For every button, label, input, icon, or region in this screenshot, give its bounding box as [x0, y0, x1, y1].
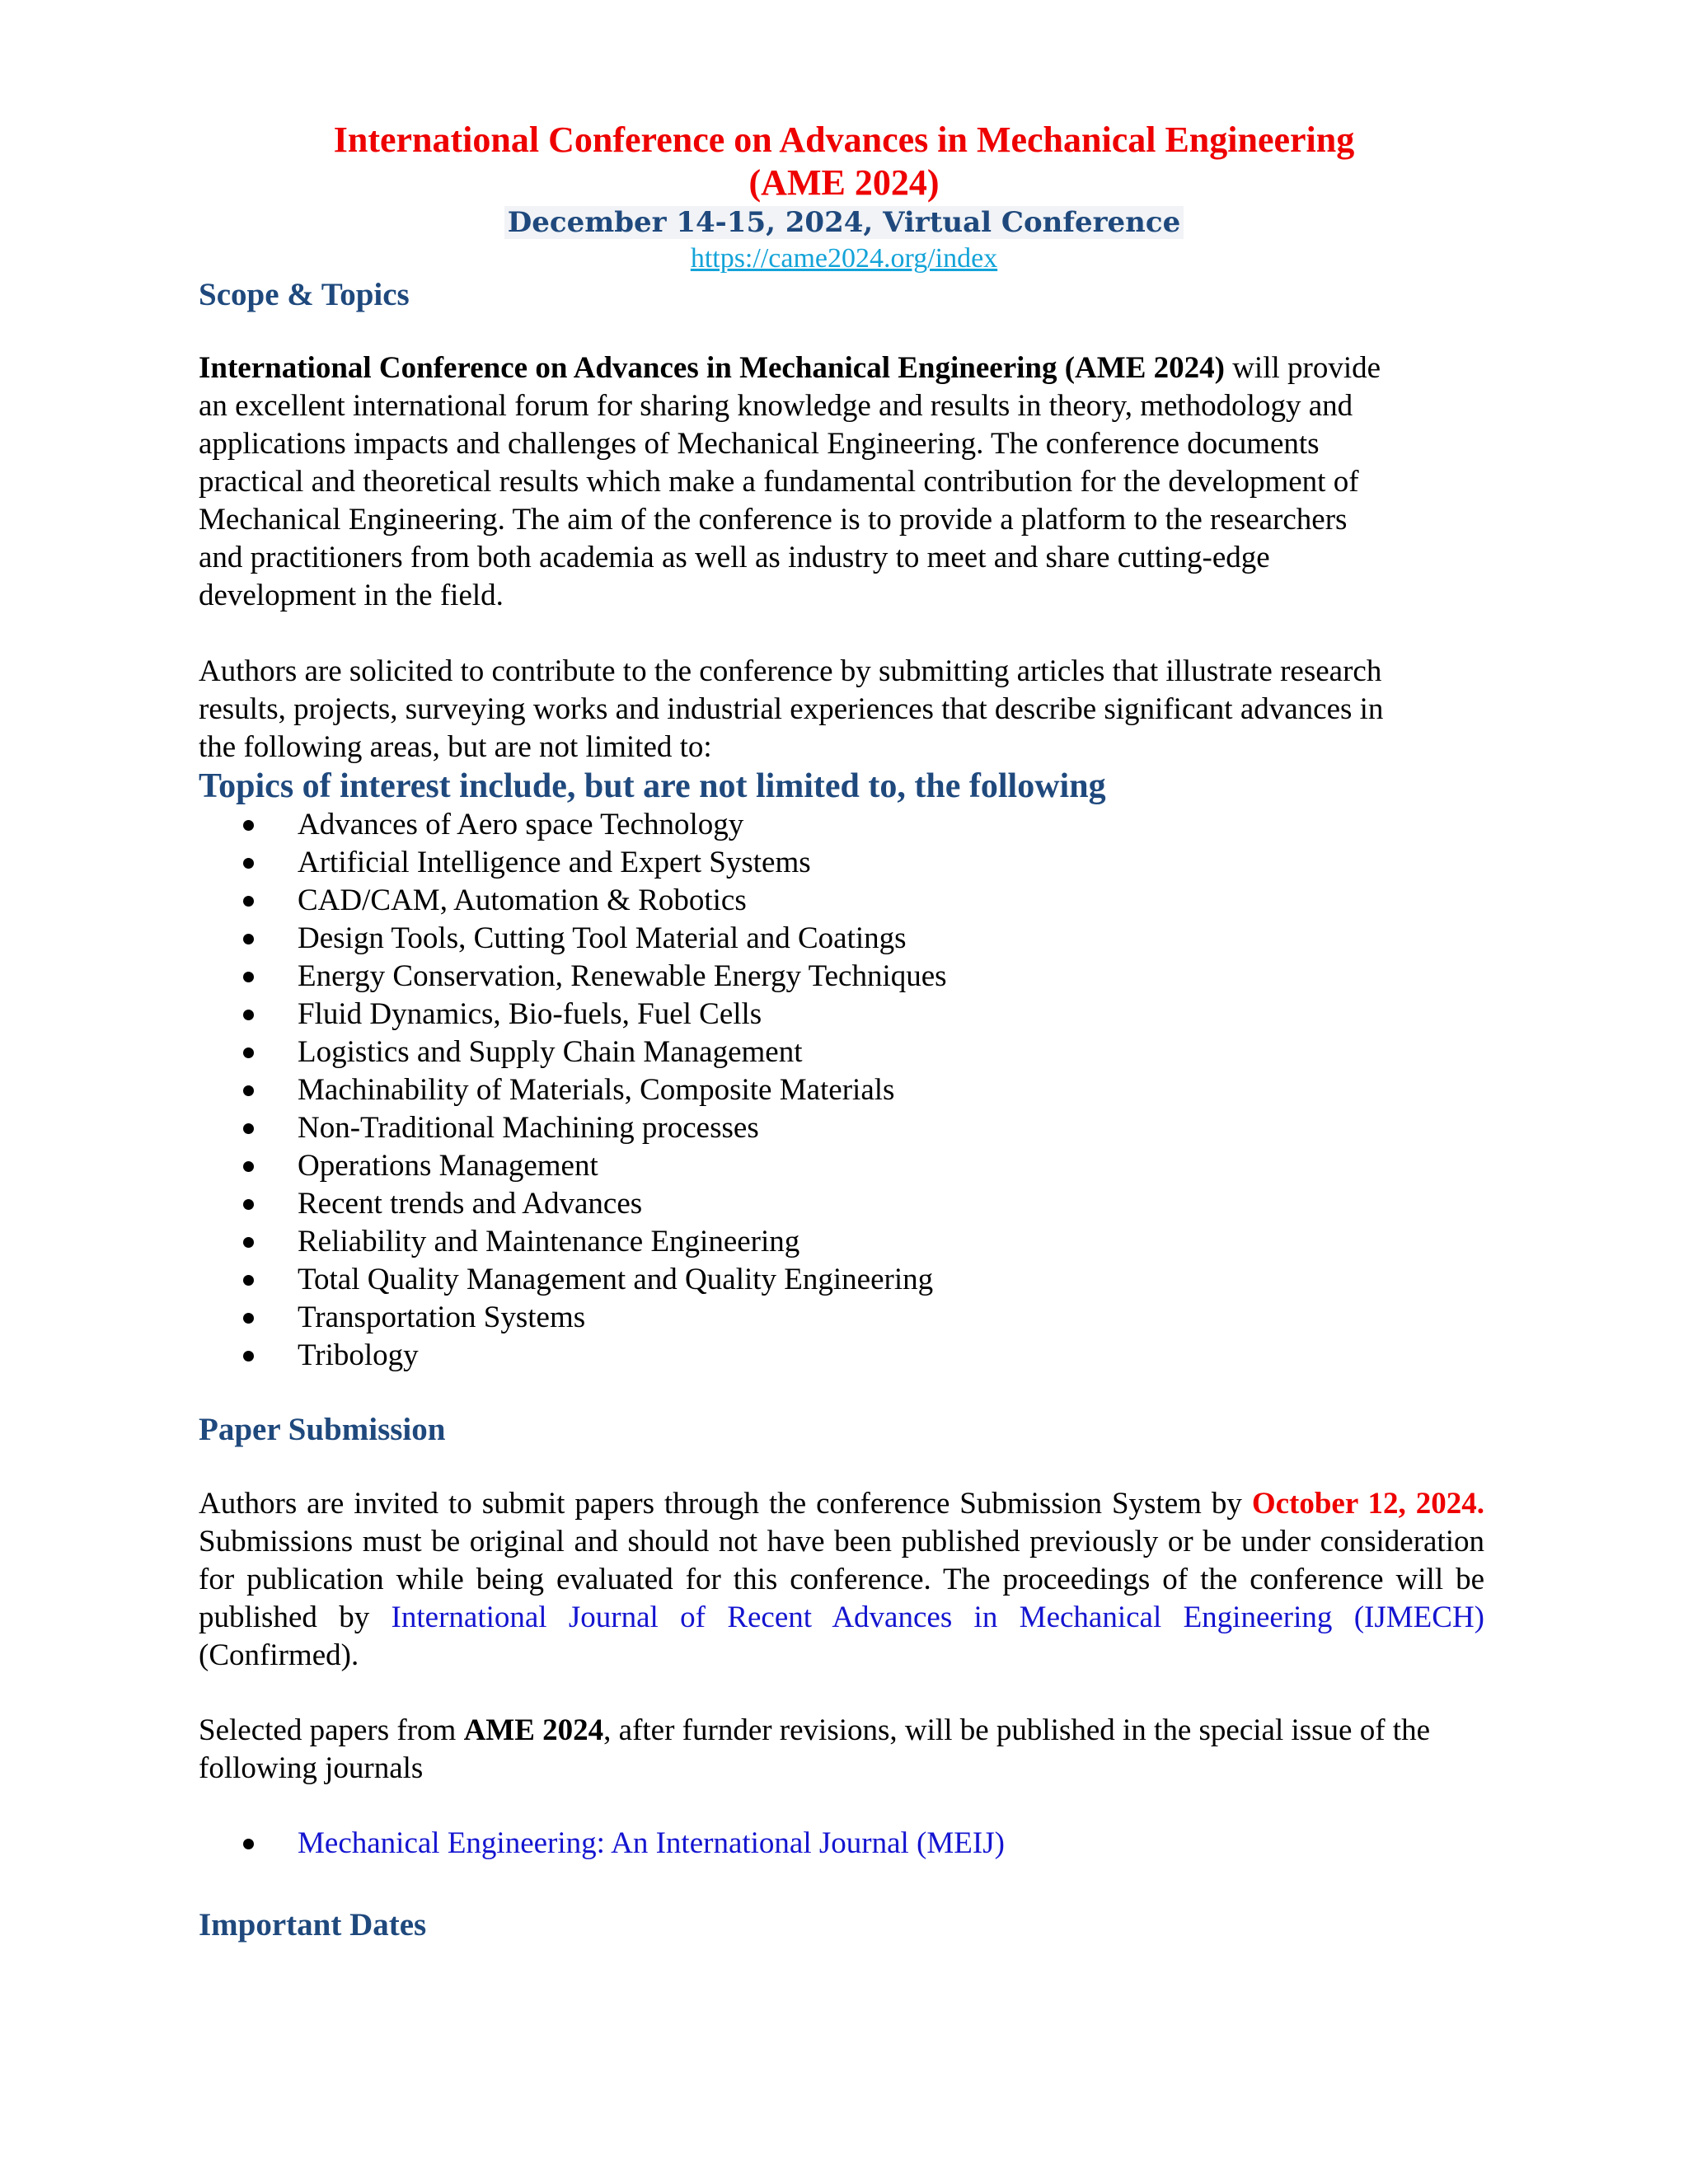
- topic-item: [199, 958, 1353, 996]
- scope-p2-line-2: results, projects, surveying works and industrial experiences that describe significant advances in: [199, 692, 1384, 726]
- topic-item: [199, 1185, 1353, 1223]
- bullet-icon: [243, 1199, 254, 1210]
- topics-heading: Topics of interest include, but are not limited to, the following: [199, 767, 1106, 805]
- topic-item-label: Tribology: [298, 1338, 419, 1372]
- bullet-icon: [243, 1047, 254, 1058]
- submission-heading: Paper Submission: [199, 1412, 446, 1447]
- proceedings-journal-link[interactable]: International Journal of Recent Advances in Mechanical Engineering (IJMECH): [391, 1601, 1484, 1634]
- conference-url-link[interactable]: https://came2024.org/index: [690, 243, 998, 274]
- submission-paragraph-2: [199, 1712, 1484, 1788]
- scope-p2-line-1: Authors are solicited to contribute to the conference by submitting articles that illustrate research: [199, 654, 1382, 688]
- topic-item: [199, 882, 1353, 920]
- bullet-icon: [243, 1123, 254, 1134]
- topic-item-label: Design Tools, Cutting Tool Material and Coatings: [298, 921, 907, 955]
- topic-item-label: Machinability of Materials, Composite Materials: [298, 1073, 895, 1107]
- topics-list-container: [199, 806, 1353, 1375]
- scope-p1-line-4: practical and theoretical results which make a fundamental contribution for the development of: [199, 465, 1359, 499]
- submission-p2-bold: AME 2024: [463, 1713, 604, 1747]
- journals-list: [199, 1825, 1353, 1863]
- scope-p1-line-2: an excellent international forum for sharing knowledge and results in theory, methodology and: [199, 389, 1353, 423]
- topic-item: [199, 1033, 1353, 1071]
- topic-item-label: CAD/CAM, Automation & Robotics: [298, 883, 747, 917]
- scope-paragraph-1: [199, 349, 1484, 615]
- scope-paragraph-2: [199, 653, 1484, 766]
- submission-p2-text-2: , after furnder revisions, will be published in the special issue of the following journals: [199, 1713, 1431, 1785]
- submission-deadline: October 12,: [1251, 1487, 1406, 1521]
- scope-p1-line-3: applications impacts and challenges of Mechanical Engineering. The conference documents: [199, 427, 1320, 461]
- topic-item-label: Operations Management: [298, 1149, 598, 1183]
- bullet-icon: [243, 1085, 254, 1096]
- topic-item-label: Transportation Systems: [298, 1301, 586, 1334]
- conference-acronym: (AME 2024): [748, 162, 940, 203]
- bullet-icon: [243, 1839, 254, 1849]
- bullet-icon: [243, 896, 254, 907]
- topic-item: [199, 1147, 1353, 1185]
- conference-title: International Conference on Advances in Mechanical Engineering: [333, 120, 1355, 160]
- topic-item: [199, 996, 1353, 1033]
- scope-p1-line-6: and practitioners from both academia as well as industry to meet and share cutting-edge: [199, 541, 1270, 574]
- topic-item: [199, 1223, 1353, 1261]
- submission-p1-text: Authors are invited to submit papers through the conference Submission System by: [199, 1487, 1252, 1521]
- submission-p1-text-2: Submissions must be original and should not have been published previously or be under consideration for publication while being evaluated for this conference. The proceedings of the conference will be published by: [199, 1525, 1484, 1634]
- topic-item-label: Total Quality Management and Quality Engineering: [298, 1263, 934, 1296]
- bullet-icon: [243, 972, 254, 982]
- scope-p2-line-3: the following areas, but are not limited to:: [199, 730, 712, 764]
- bullet-icon: [243, 1010, 254, 1020]
- bullet-icon: [243, 1275, 254, 1286]
- conference-dates-venue: [0, 206, 1688, 239]
- bullet-icon: [243, 858, 254, 869]
- scope-p1-line-5: Mechanical Engineering. The aim of the conference is to provide a platform to the researchers: [199, 503, 1348, 537]
- topic-item: [199, 1109, 1353, 1147]
- submission-paragraph-1: [199, 1485, 1484, 1675]
- submission-deadline-year: 2024.: [1415, 1487, 1485, 1521]
- topic-item: [199, 920, 1353, 958]
- topic-item-label: Recent trends and Advances: [298, 1187, 643, 1221]
- topic-item: [199, 806, 1353, 844]
- scope-p1-line-7: development in the field.: [199, 579, 504, 612]
- bullet-icon: [243, 1161, 254, 1172]
- submission-p1-end: (Confirmed).: [199, 1638, 359, 1672]
- topic-item: [199, 1071, 1353, 1109]
- scope-p1-line-1-rest: will provide: [1224, 351, 1381, 385]
- bullet-icon: [243, 934, 254, 944]
- topic-item-label: Reliability and Maintenance Engineering: [298, 1225, 800, 1258]
- topic-item: [199, 1337, 1353, 1375]
- scope-heading: Scope & Topics: [199, 277, 410, 312]
- bullet-icon: [243, 820, 254, 831]
- conference-url-row: [0, 242, 1688, 280]
- topic-item-label: Fluid Dynamics, Bio-fuels, Fuel Cells: [298, 997, 762, 1031]
- scope-p1-bold: International Conference on Advances in Mechanical Engineering (AME 2024): [199, 351, 1225, 385]
- bullet-icon: [243, 1237, 254, 1248]
- conference-dates-text: December 14-15, 2024, Virtual Conference: [504, 206, 1184, 239]
- topic-item-label: Non-Traditional Machining processes: [298, 1111, 759, 1145]
- journal-link[interactable]: Mechanical Engineering: An International Journal (MEIJ): [298, 1826, 1005, 1860]
- topic-item-label: Energy Conservation, Renewable Energy Techniques: [298, 959, 947, 993]
- topics-list: [199, 806, 1353, 1375]
- bullet-icon: [243, 1313, 254, 1324]
- topic-item-label: Logistics and Supply Chain Management: [298, 1035, 803, 1069]
- bullet-icon: [243, 1351, 254, 1361]
- topic-item: [199, 1299, 1353, 1337]
- topic-item-label: Advances of Aero space Technology: [298, 808, 744, 841]
- topic-item: [199, 844, 1353, 882]
- topic-item-label: Artificial Intelligence and Expert Systems: [298, 846, 811, 879]
- journal-item: [199, 1825, 1353, 1863]
- journals-list-container: [199, 1825, 1353, 1863]
- important-dates-heading: Important Dates: [199, 1907, 427, 1943]
- topic-item: [199, 1261, 1353, 1299]
- scope-p1-line-1: [199, 349, 1484, 387]
- submission-p2-text: Selected papers from: [199, 1713, 464, 1747]
